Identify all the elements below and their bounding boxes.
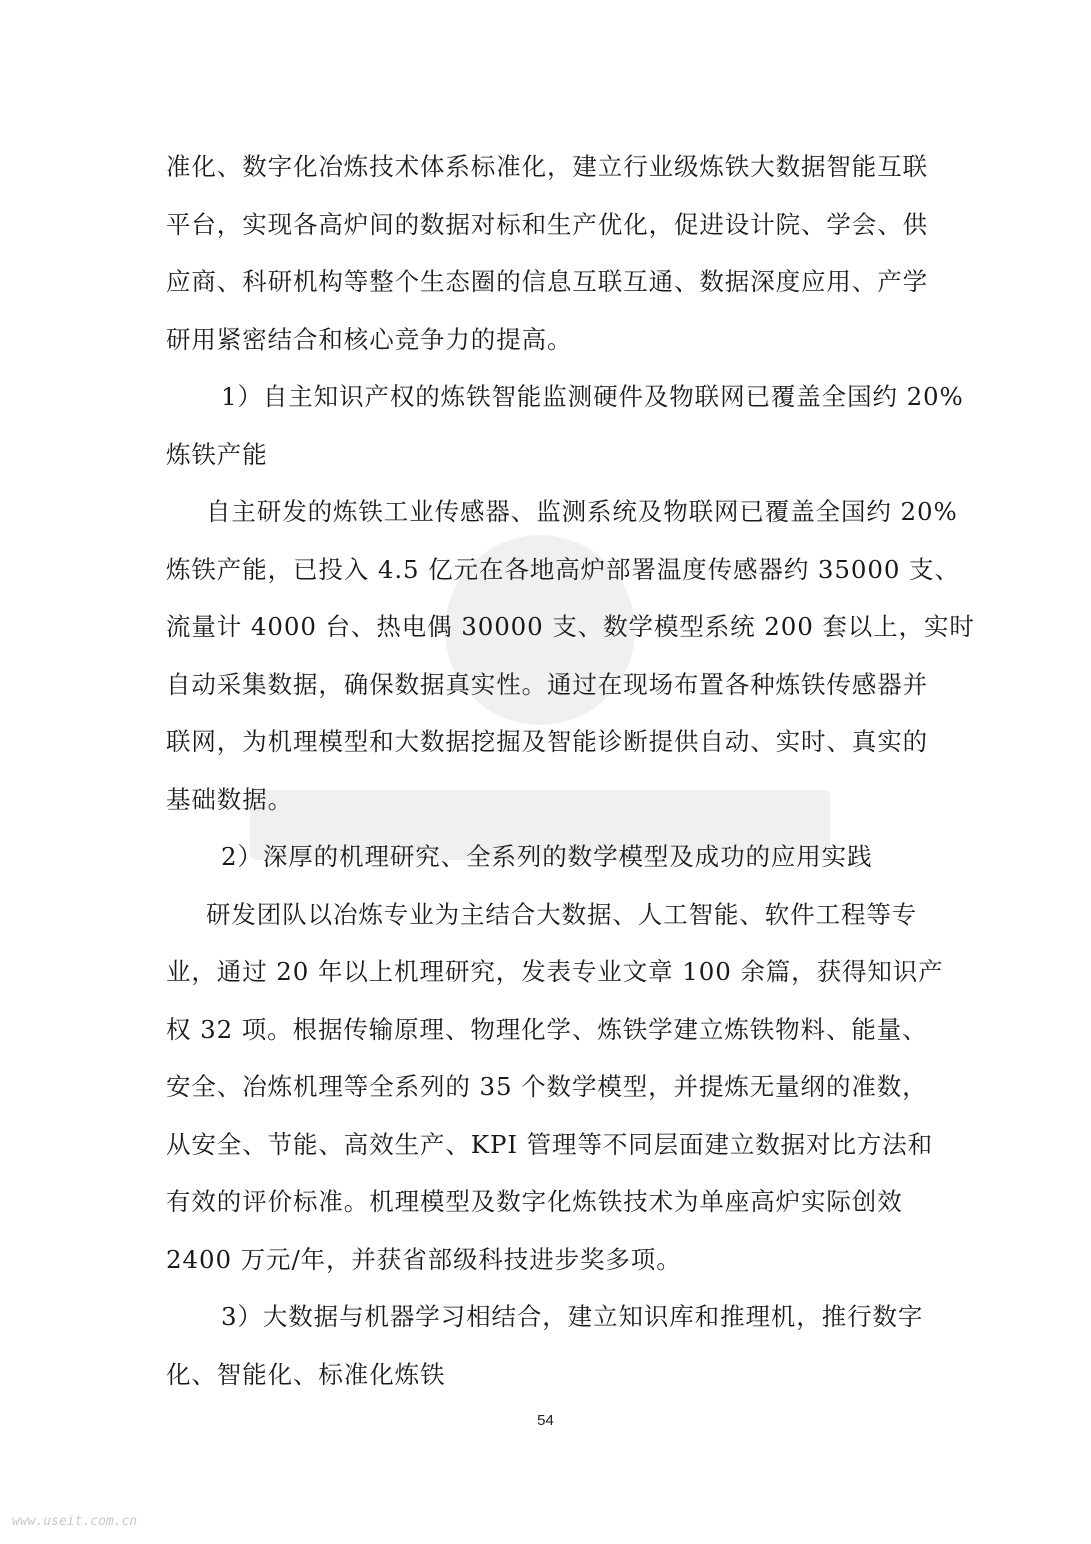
text-line: 有效的评价标准。机理模型及数字化炼铁技术为单座高炉实际创效 bbox=[166, 1187, 903, 1216]
page-number: 54 bbox=[537, 1412, 554, 1429]
text-line: 联网，为机理模型和大数据挖掘及智能诊断提供自动、实时、真实的 bbox=[166, 727, 928, 756]
section-heading-3: 3）大数据与机器学习相结合，建立知识库和推理机，推行数字 bbox=[221, 1302, 924, 1331]
text-line: 从安全、节能、高效生产、KPI 管理等不同层面建立数据对比方法和 bbox=[166, 1129, 934, 1159]
text-line: 准化、数字化冶炼技术体系标准化，建立行业级炼铁大数据智能互联 bbox=[166, 152, 928, 181]
section-heading-3-cont: 化、智能化、标准化炼铁 bbox=[166, 1359, 446, 1389]
text-line: 业，通过 20 年以上机理研究，发表专业文章 100 余篇，获得知识产 bbox=[166, 957, 944, 986]
text-line: 权 32 项。根据传输原理、物理化学、炼铁学建立炼铁物料、能量、 bbox=[166, 1014, 928, 1044]
text-line: 平台，实现各高炉间的数据对标和生产优化，促进设计院、学会、供 bbox=[166, 209, 928, 239]
text-line: 炼铁产能，已投入 4.5 亿元在各地高炉部署温度传感器约 35000 支、 bbox=[166, 554, 960, 584]
section-heading-1: 1）自主知识产权的炼铁智能监测硬件及物联网已覆盖全国约 20% bbox=[221, 382, 964, 411]
text-line: 2400 万元/年，并获省部级科技进步奖多项。 bbox=[166, 1244, 682, 1274]
text-line: 基础数据。 bbox=[166, 784, 293, 814]
text-line: 流量计 4000 台、热电偶 30000 支、数学模型系统 200 套以上，实时 bbox=[166, 612, 975, 641]
body-text bbox=[166, 138, 975, 1403]
site-watermark: www.useit.com.cn bbox=[12, 1514, 138, 1529]
text-line: 安全、冶炼机理等全系列的 35 个数学模型，并提炼无量纲的准数， bbox=[166, 1072, 928, 1101]
text-line: 自主研发的炼铁工业传感器、监测系统及物联网已覆盖全国约 20% bbox=[206, 497, 958, 526]
text-line: 自动采集数据，确保数据真实性。通过在现场布置各种炼铁传感器并 bbox=[166, 669, 928, 699]
text-line: 研用紧密结合和核心竞争力的提高。 bbox=[166, 324, 573, 354]
section-heading-2: 2）深厚的机理研究、全系列的数学模型及成功的应用实践 bbox=[221, 842, 873, 871]
text-line: 应商、科研机构等整个生态圈的信息互联互通、数据深度应用、产学 bbox=[166, 267, 928, 296]
section-heading-1-cont: 炼铁产能 bbox=[166, 439, 268, 469]
text-line: 研发团队以冶炼专业为主结合大数据、人工智能、软件工程等专 bbox=[206, 899, 918, 929]
